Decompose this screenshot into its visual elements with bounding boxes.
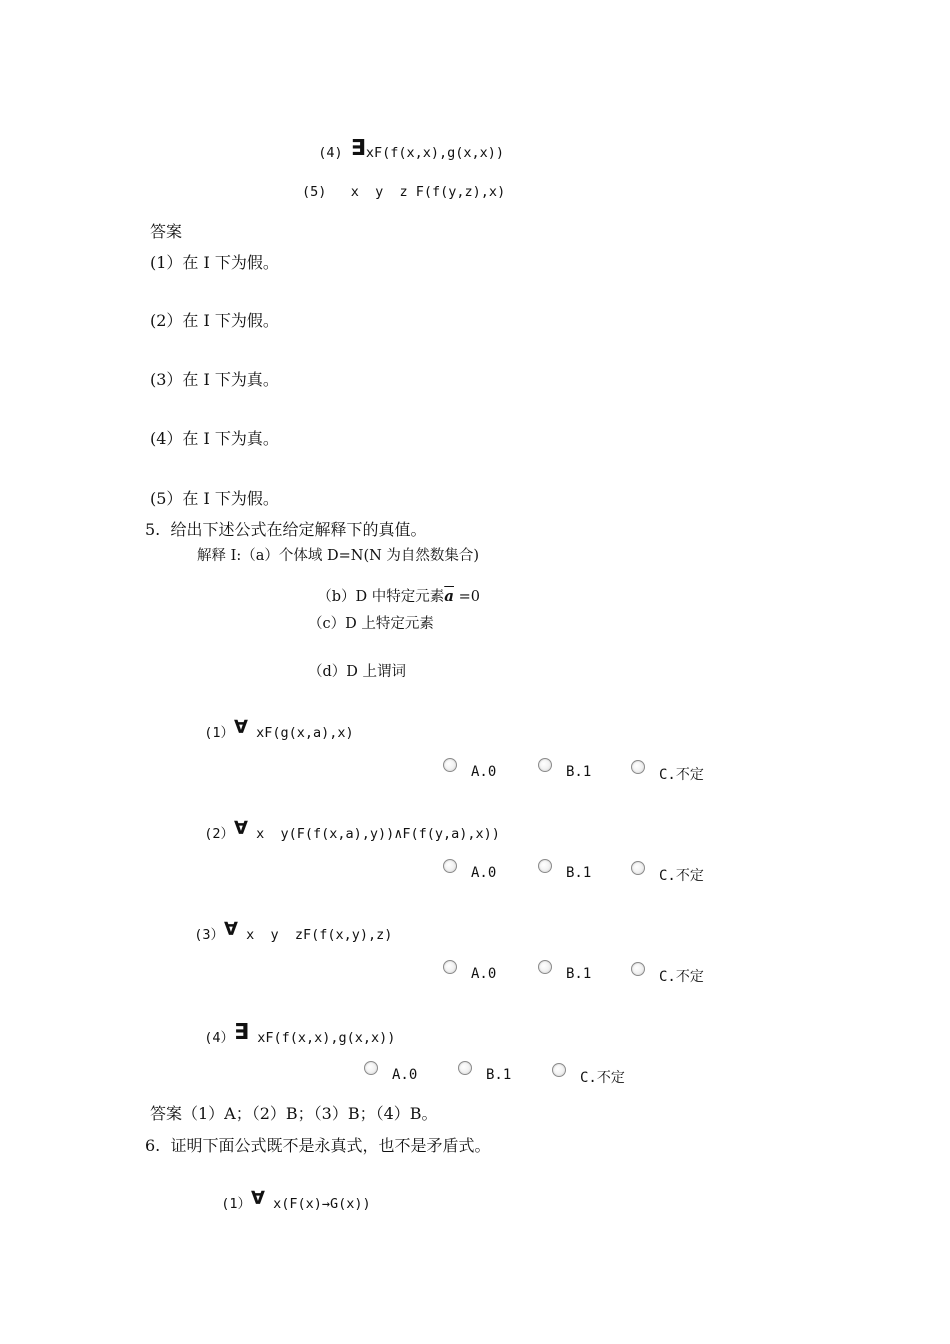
radio-icon[interactable] <box>552 1063 566 1077</box>
answer-line: (2）在 I 下为假。 <box>150 311 279 330</box>
question-6-title: 6. 证明下面公式既不是永真式，也不是矛盾式。 <box>145 1136 491 1155</box>
radio-icon[interactable] <box>631 760 645 774</box>
option-b[interactable]: B.1 <box>538 966 591 982</box>
interpretation-c: （c）D 上特定元素 <box>308 616 434 632</box>
answer-line: (1）在 I 下为假。 <box>150 253 279 272</box>
interpretation-a: 解释 I:（a）个体域 D=N(N 为自然数集合) <box>197 548 480 564</box>
radio-icon[interactable] <box>443 859 457 873</box>
q6-item-1: (1）∀ x(F(x)→G(x)) <box>221 1187 371 1212</box>
radio-icon[interactable] <box>538 859 552 873</box>
forall-icon: ∀ <box>251 1187 265 1209</box>
option-b[interactable]: B.1 <box>538 865 591 881</box>
option-b[interactable]: B.1 <box>458 1067 511 1083</box>
radio-icon[interactable] <box>538 960 552 974</box>
question-5-answer: 答案（1）A；（2）B；（3）B；（4）B。 <box>150 1104 438 1123</box>
a-bar-symbol: $\overline{a}$ <box>444 586 454 605</box>
q4-formula-4: (4) ∃xF(f(x,x),g(x,x)) <box>318 135 504 161</box>
radio-icon[interactable] <box>443 960 457 974</box>
radio-icon[interactable] <box>538 758 552 772</box>
q5-item-2: (2）∀ x y(F(f(x,a),y))∧F(f(y,a),x)) <box>204 817 500 842</box>
exists-icon: ∃ <box>350 135 366 161</box>
answer-line: (5）在 I 下为假。 <box>150 489 279 508</box>
forall-icon: ∀ <box>234 716 248 738</box>
option-a[interactable]: A.0 <box>364 1067 417 1083</box>
radio-icon[interactable] <box>364 1061 378 1075</box>
radio-icon[interactable] <box>631 861 645 875</box>
exists-icon: ∃ <box>234 1019 250 1045</box>
forall-icon: ∀ <box>234 817 248 839</box>
answer-line: (3）在 I 下为真。 <box>150 370 279 389</box>
answer-line: (4）在 I 下为真。 <box>150 429 279 448</box>
radio-icon[interactable] <box>458 1061 472 1075</box>
q5-item-1: (1）∀ xF(g(x,a),x) <box>204 716 354 741</box>
option-c[interactable]: C.不定 <box>631 865 704 885</box>
option-c[interactable]: C.不定 <box>631 966 704 986</box>
option-a[interactable]: A.0 <box>443 865 496 881</box>
forall-icon: ∀ <box>224 918 238 940</box>
option-b[interactable]: B.1 <box>538 764 591 780</box>
question-5-title: 5. 给出下述公式在给定解释下的真值。 <box>145 520 427 539</box>
interpretation-b: （b）D 中特定元素$\overline{a} =0$ <box>317 586 480 605</box>
q4-formula-5: (5) x y z F(f(y,z),x) <box>302 184 506 200</box>
q5-item-4: (4）∃ xF(f(x,x),g(x,x)) <box>204 1019 396 1046</box>
q5-item-3: (3）∀ x y zF(f(x,y),z) <box>194 918 393 943</box>
option-a[interactable]: A.0 <box>443 764 496 780</box>
option-c[interactable]: C.不定 <box>552 1067 625 1087</box>
interpretation-d: （d）D 上谓词 <box>308 664 407 680</box>
radio-icon[interactable] <box>443 758 457 772</box>
answer-heading: 答案 <box>150 222 183 241</box>
option-c[interactable]: C.不定 <box>631 764 704 784</box>
option-a[interactable]: A.0 <box>443 966 496 982</box>
radio-icon[interactable] <box>631 962 645 976</box>
